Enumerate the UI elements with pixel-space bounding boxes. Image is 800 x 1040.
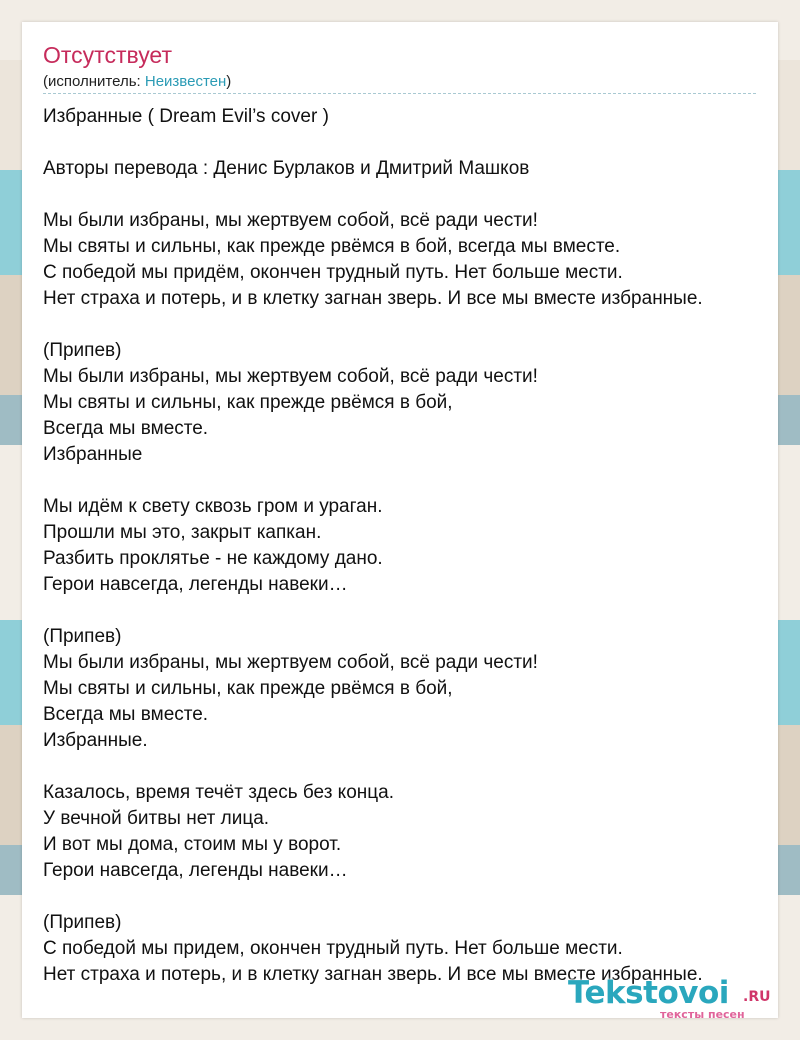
lyric-line xyxy=(43,182,763,208)
lyric-line: Герои навсегда, легенды навеки… xyxy=(43,574,348,595)
lyric-line: Всегда мы вместе. xyxy=(43,418,209,439)
lyric-line: У вечной битвы нет лица. xyxy=(43,808,270,829)
lyric-line: Мы были избраны, мы жертвуем собой, всё ради чести! xyxy=(43,652,538,673)
lyric-line: Казалось, время течёт здесь без конца. xyxy=(43,782,394,803)
lyric-line: (Припев) xyxy=(43,626,122,647)
lyric-line: Мы святы и сильны, как прежде рвёмся в бой, xyxy=(43,392,453,413)
lyric-line: (Припев) xyxy=(43,340,122,361)
lyric-line: Разбить проклятье - не каждому дано. xyxy=(43,548,383,569)
logo-tagline: тексты песен xyxy=(660,1008,745,1021)
lyric-line xyxy=(43,468,763,494)
tekstovoi-logo xyxy=(568,975,778,1023)
lyric-line: Избранные ( Dream Evil’s cover ) xyxy=(43,106,329,127)
lyric-line: (Припев) xyxy=(43,912,122,933)
lyric-line: Авторы перевода : Денис Бурлаков и Дмитрий Машков xyxy=(43,158,530,179)
lyric-line xyxy=(43,312,763,338)
lyric-line: Мы святы и сильны, как прежде рвёмся в бой, всегда мы вместе. xyxy=(43,236,621,257)
lyric-line xyxy=(43,130,763,156)
lyric-line: Прошли мы это, закрыт капкан. xyxy=(43,522,322,543)
lyric-line: Мы были избраны, мы жертвуем собой, всё ради чести! xyxy=(43,366,538,387)
lyric-line: Избранные xyxy=(43,444,143,465)
lyric-line xyxy=(43,754,763,780)
lyric-line xyxy=(43,884,763,910)
logo-domain: .RU xyxy=(743,989,771,1005)
logo-name: Tekstovoi xyxy=(568,975,729,1011)
title-divider xyxy=(43,93,756,94)
lyrics-card xyxy=(22,22,778,1018)
lyric-line: И вот мы дома, стоим мы у ворот. xyxy=(43,834,342,855)
lyric-line: Нет страха и потерь, и в клетку загнан зверь. И все мы вместе избранные. xyxy=(43,288,703,309)
artist-prefix: (исполнитель: xyxy=(43,73,145,90)
song-title: Отсутствует xyxy=(43,42,172,68)
artist-line xyxy=(43,73,231,90)
lyric-line: Всегда мы вместе. xyxy=(43,704,209,725)
artist-suffix: ) xyxy=(226,73,232,90)
lyric-line: Избранные. xyxy=(43,730,148,751)
lyric-line: Мы святы и сильны, как прежде рвёмся в бой, xyxy=(43,678,453,699)
lyric-line: С победой мы придем, окончен трудный путь. Нет больше мести. xyxy=(43,938,623,959)
lyric-line: Мы были избраны, мы жертвуем собой, всё ради чести! xyxy=(43,210,538,231)
artist-link[interactable]: Неизвестен xyxy=(144,73,227,90)
lyrics-text xyxy=(43,104,763,988)
lyric-line: Нет страха и потерь, и в клетку загнан зверь. И все мы вместе избранные. xyxy=(43,964,703,985)
lyric-line: Герои навсегда, легенды навеки… xyxy=(43,860,348,881)
lyric-line: С победой мы придём, окончен трудный путь. Нет больше мести. xyxy=(43,262,623,283)
lyric-line xyxy=(43,598,763,624)
lyric-line: Мы идём к свету сквозь гром и ураган. xyxy=(43,496,383,517)
